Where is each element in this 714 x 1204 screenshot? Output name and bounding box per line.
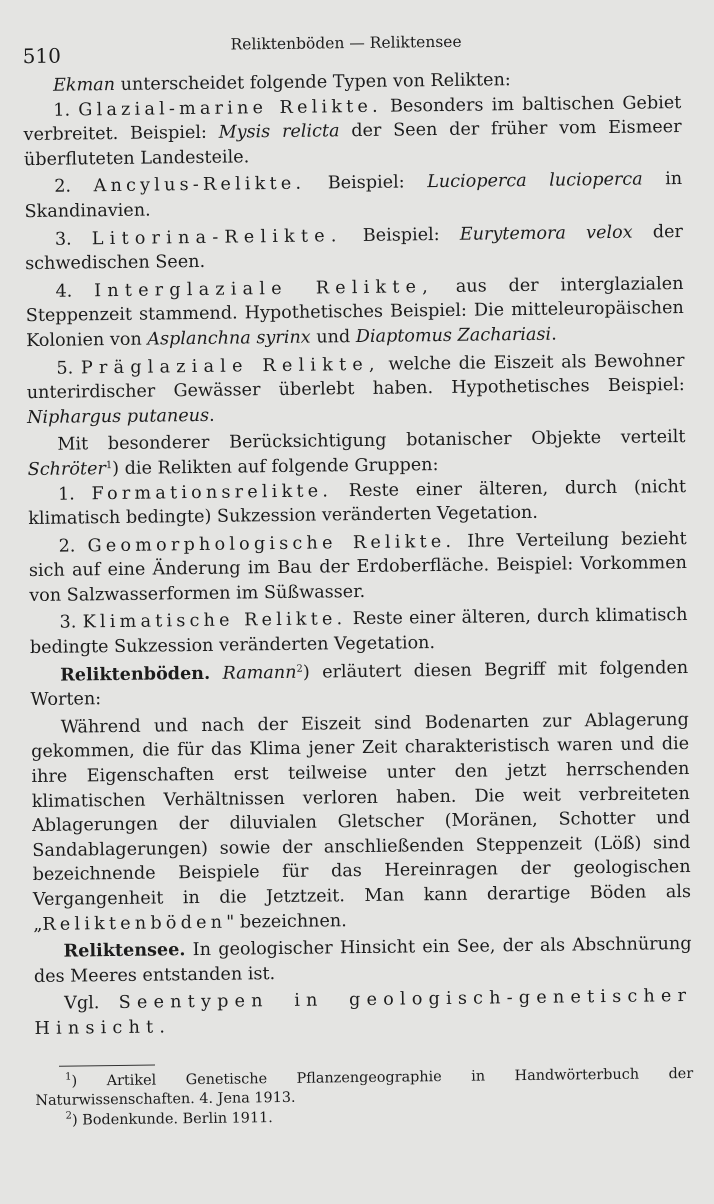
spaced-term: Seentypen in geologisch-genetischer Hinsicht xyxy=(34,986,693,1039)
list-item xyxy=(29,527,688,609)
item-text: Beispiel: xyxy=(342,224,460,246)
quote-text: " bezeichnen. xyxy=(226,910,347,933)
author-name: Ekman xyxy=(52,74,116,96)
item-number: 2. xyxy=(54,176,94,198)
item-number: 4. xyxy=(55,280,95,302)
list-item xyxy=(26,349,685,431)
footnote-text: ) Bodenkunde. Berlin 1911. xyxy=(71,1109,273,1129)
spaced-term: Interglaziale Relikte, xyxy=(94,276,435,301)
spaced-term: Ancylus-Relikte. xyxy=(93,174,306,197)
list-item xyxy=(29,603,688,660)
entry-heading: Reliktensee. xyxy=(63,939,186,962)
cross-reference xyxy=(34,984,693,1041)
page-number: 510 xyxy=(22,43,61,69)
species-name: Diaptomus Zachariasi xyxy=(355,324,552,347)
quote-text: Während und nach der Eiszeit sind Bodenarten zur Ablagerung gekommen, die für das Klima jener Zeit charakteristisch waren und die ihre Eigenschaften erst teilweise unter den jetzt herrschenden klimatischen Verhältnissen verloren haben. Die weit verbreiteten Ablagerungen der diluvialen Gletscher (Moränen, Schotter und Sandablagerungen) sowie der anschließenden Steppenzeit (Löß) sind bezeichnende Beispiele für das Hereinragen der geologischen Vergangenheit in die Jetztzeit. Man kann derartige Böden als „ xyxy=(31,709,692,935)
intro-text: unterscheidet folgende Typen von Relikten: xyxy=(114,70,511,95)
item-text: aus der interglazialen Steppenzeit stammend. Hypothetisches Beispiel: Die mitteleuropäischen Kolonien von xyxy=(25,273,684,352)
spaced-term: Präglaziale Relikte, xyxy=(80,354,381,378)
species-name: Eurytemora velox xyxy=(459,222,633,245)
footnote-divider xyxy=(59,1064,155,1066)
entry-heading: Reliktenböden. xyxy=(60,662,211,686)
footnotes xyxy=(35,1065,694,1132)
item-text: Beispiel: xyxy=(305,172,428,195)
list-item xyxy=(24,167,683,224)
item-number: 1. xyxy=(57,483,92,505)
item-text: . xyxy=(551,324,557,345)
species-name: Lucioperca lucioperca xyxy=(427,169,643,193)
item-text: der Seen der früher vom Eismeer überfluteten Landesteile. xyxy=(23,117,682,170)
author-name: Ramann xyxy=(222,662,297,684)
author-name: Schröter xyxy=(27,459,106,480)
footnote-mark: 1 xyxy=(65,1071,72,1083)
item-number: 2. xyxy=(58,536,88,557)
schroeter-paragraph xyxy=(27,425,686,482)
spaced-term: Geomorphologische Relikte. xyxy=(87,531,456,557)
entry-reliktensee xyxy=(33,932,692,989)
item-number: 1. xyxy=(53,100,79,121)
species-name: Asplanchna syrinx xyxy=(147,327,311,350)
spaced-term: Litorina-Relikte. xyxy=(91,225,343,249)
page-body xyxy=(23,66,693,1042)
list-item xyxy=(25,272,684,354)
footnote-ref: 1 xyxy=(105,459,113,472)
item-text: in Skandinavien. xyxy=(24,169,683,223)
footnote-ref: 2 xyxy=(296,663,303,675)
spaced-term: Klimatische Relikte. xyxy=(82,609,347,633)
item-text: Reste einer älteren, durch klimatisch bedingte Sukzession veränderten Vegetation. xyxy=(29,605,688,659)
footnote-mark: 2 xyxy=(65,1110,73,1122)
entry-reliktenboeden xyxy=(30,656,689,713)
footnote-text: ) Artikel Genetische Pflanzengeographie in Handwörterbuch der Naturwissenschaften. 4. Jena 1913. xyxy=(35,1065,694,1110)
species-name: Niphargus putaneus xyxy=(26,405,210,428)
entry-text: In geologischer Hinsicht ein See, der als Abschnürung des Meeres entstanden ist. xyxy=(33,934,692,987)
entry-text xyxy=(210,663,223,683)
cross-ref-end: . xyxy=(159,1017,166,1038)
quotation xyxy=(31,708,692,937)
list-item xyxy=(25,220,684,277)
item-text: Besonders im baltischen Gebiet verbreitet. Beispiel: xyxy=(23,92,682,146)
spaced-term: Glazial-marine Relikte. xyxy=(78,96,382,121)
item-text: welche die Eiszeit als Bewohner unterirdischer Gewässer überlebt haben. Hypothetisches Beispiel: xyxy=(26,350,685,404)
item-number: 3. xyxy=(54,228,92,250)
entry-text: ) erläutert diesen Begriff mit folgenden Worten: xyxy=(30,657,689,711)
paragraph-text: ) die Relikten auf folgende Gruppen: xyxy=(112,454,439,479)
item-text: . xyxy=(208,405,215,426)
item-text: Reste einer älteren, durch (nicht klimatisch bedingte) Sukzession veränderten Vegetation. xyxy=(28,476,687,530)
cross-ref-prefix: Vgl. xyxy=(64,993,119,1015)
paragraph-text: Mit besonderer Berücksichtigung botanischer Objekte verteilt xyxy=(57,427,686,456)
item-text: der schwedischen Seen. xyxy=(25,221,683,275)
species-name: Mysis relicta xyxy=(218,121,340,143)
running-head: Reliktenböden — Reliktensee xyxy=(230,32,462,54)
item-number: 3. xyxy=(59,612,83,634)
item-number: 5. xyxy=(56,357,82,379)
spaced-term: Formationsrelikte. xyxy=(91,480,333,504)
item-text: Ihre Verteilung bezieht sich auf eine Änderung im Bau der Erdoberfläche. Beispiel: Vorkommen von Salzwasserformen im Süßwasser. xyxy=(28,528,688,606)
spaced-term: Reliktenböden xyxy=(42,912,227,935)
item-text: und xyxy=(310,326,356,348)
list-item xyxy=(23,91,682,173)
list-item xyxy=(28,475,687,532)
